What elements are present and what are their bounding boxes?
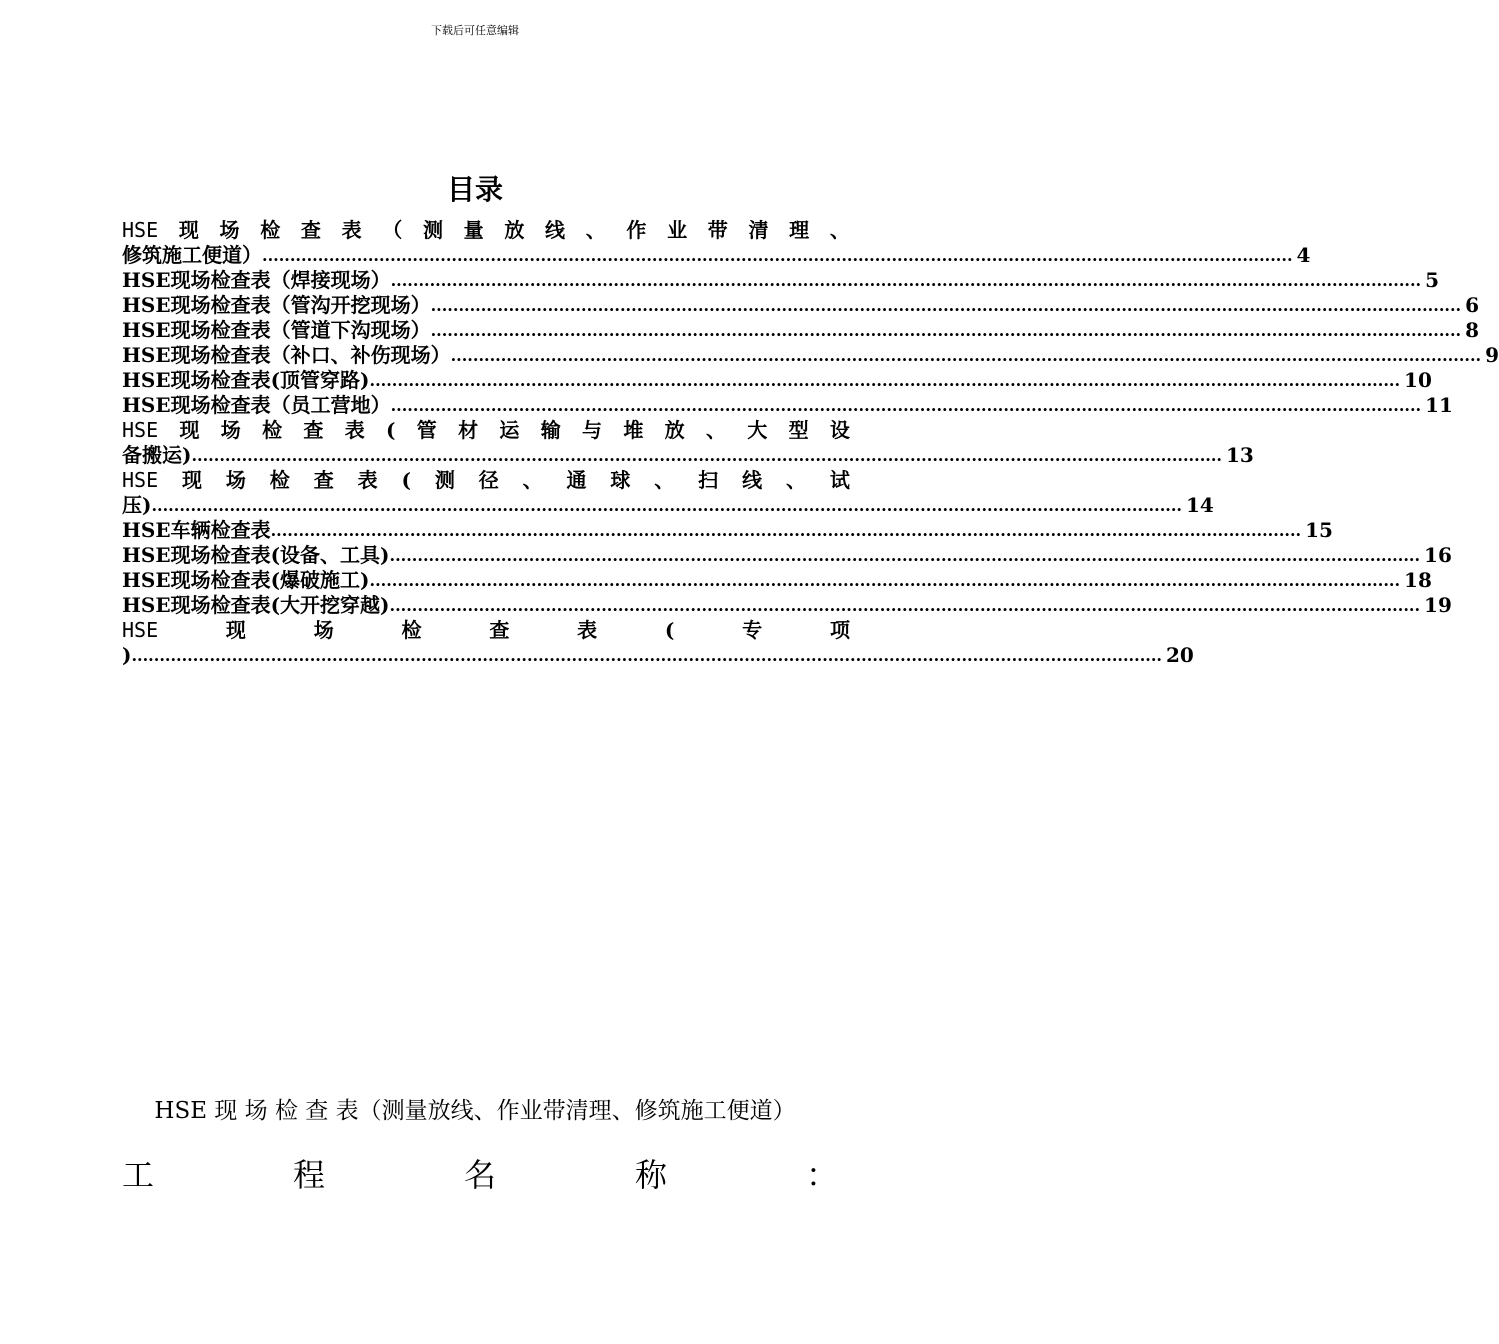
toc-entry-8-line1[interactable] (122, 418, 850, 443)
toc-leader: ......................................................................................................................................................................................... (430, 321, 1462, 340)
toc-leader: ......................................................................................................................................................................................... (390, 271, 1422, 290)
toc-entry-4[interactable] (122, 318, 1480, 343)
toc-entry-9-line1[interactable] (122, 468, 850, 493)
toc-leader: ......................................................................................................................................................................................... (390, 396, 1422, 415)
toc-entry-9-line2[interactable] (122, 493, 1214, 518)
toc-page-number: 14 (1185, 493, 1214, 517)
project-name-label: 工 程 名 称 ： (122, 1156, 838, 1194)
toc-entry-1-line1[interactable] (122, 218, 850, 243)
toc-page-number: 16 (1424, 543, 1452, 567)
toc-leader: ......................................................................................................................................................................................... (262, 246, 1293, 265)
toc-entry-14-line2[interactable] (122, 643, 1194, 668)
toc-title: 目录 (446, 173, 503, 206)
toc-leader: ......................................................................................................................................................................................... (389, 596, 1421, 615)
toc-entry-text: HSE现场检查表（焊接现场） (122, 268, 391, 292)
toc-entry-text: HSE 现 场 检 查 表 ( 管 材 运 输 与 堆 放 、 大 型 设 (122, 418, 850, 442)
toc-entry-text: HSE现场检查表（管道下沟现场） (122, 318, 431, 342)
header-note: 下载后可任意编辑 (431, 24, 519, 37)
toc-page-number: 15 (1305, 518, 1333, 542)
toc-leader: ......................................................................................................................................................................................... (191, 446, 1222, 465)
toc-entry-11[interactable] (122, 543, 1452, 568)
toc-page-number: 18 (1404, 568, 1432, 592)
toc-leader: ......................................................................................................................................................................................... (389, 546, 1421, 565)
toc-entry-text: HSE现场检查表(爆破施工) (122, 568, 370, 592)
toc-entry-12[interactable] (122, 568, 1432, 593)
toc-entry-text: HSE现场检查表(大开挖穿越) (122, 593, 390, 617)
toc-entry-text: HSE车辆检查表 (122, 518, 271, 542)
toc-entry-text: 备搬运) (122, 443, 192, 467)
toc-entry-text: 修筑施工便道） (122, 243, 262, 267)
toc-entry-13[interactable] (122, 593, 1452, 618)
toc-entry-text: HSE 现 场 检 查 表 （ 测 量 放 线 、 作 业 带 清 理 、 (122, 218, 850, 242)
toc-leader: ......................................................................................................................................................................................... (131, 646, 1162, 665)
toc-page-number: 4 (1296, 243, 1311, 267)
toc-entry-1-line2[interactable] (122, 243, 1311, 268)
toc-entry-text: HSE现场检查表（员工营地） (122, 393, 391, 417)
toc-entry-text: HSE 现 场 检 查 表 ( 测 径 、 通 球 、 扫 线 、 试 (122, 468, 850, 492)
toc-page-number: 10 (1404, 368, 1432, 392)
toc-page-number: 20 (1165, 643, 1194, 667)
section-title: HSE 现 场 检 查 表（测量放线、作业带清理、修筑施工便道） (154, 1098, 796, 1124)
toc-leader: ......................................................................................................................................................................................... (450, 346, 1482, 365)
toc-page-number: 6 (1465, 293, 1480, 317)
toc-leader: ......................................................................................................................................................................................... (430, 296, 1462, 315)
toc-page-number: 9 (1485, 343, 1499, 367)
toc-page-number: 5 (1425, 268, 1440, 292)
toc-entry-14-line1[interactable] (122, 618, 850, 643)
toc-entry-2[interactable] (122, 268, 1440, 293)
toc-entry-8-line2[interactable] (122, 443, 1254, 468)
toc-entry-3[interactable] (122, 293, 1480, 318)
toc-entry-text: HSE现场检查表(设备、工具) (122, 543, 390, 567)
toc-entry-text: 压) (122, 493, 152, 517)
toc-entry-5[interactable] (122, 343, 1499, 368)
toc-entry-text: HSE现场检查表（补口、补伤现场） (122, 343, 451, 367)
toc-page-number: 11 (1425, 393, 1453, 417)
toc-entry-7[interactable] (122, 393, 1453, 418)
toc-entry-text: ) (122, 643, 132, 667)
toc-entry-text: HSE现场检查表(顶管穿路) (122, 368, 370, 392)
toc-page-number: 8 (1465, 318, 1480, 342)
table-of-contents (122, 218, 1499, 668)
toc-leader: ......................................................................................................................................................................................... (270, 521, 1302, 540)
toc-page-number: 19 (1424, 593, 1452, 617)
toc-entry-text: HSE 现 场 检 查 表 ( 专 项 (122, 618, 850, 642)
toc-page-number: 13 (1225, 443, 1254, 467)
toc-entry-6[interactable] (122, 368, 1432, 393)
toc-leader: ......................................................................................................................................................................................... (151, 496, 1182, 515)
toc-leader: ......................................................................................................................................................................................... (369, 571, 1401, 590)
toc-leader: ......................................................................................................................................................................................... (369, 371, 1401, 390)
toc-entry-10[interactable] (122, 518, 1333, 543)
toc-entry-text: HSE现场检查表（管沟开挖现场） (122, 293, 431, 317)
